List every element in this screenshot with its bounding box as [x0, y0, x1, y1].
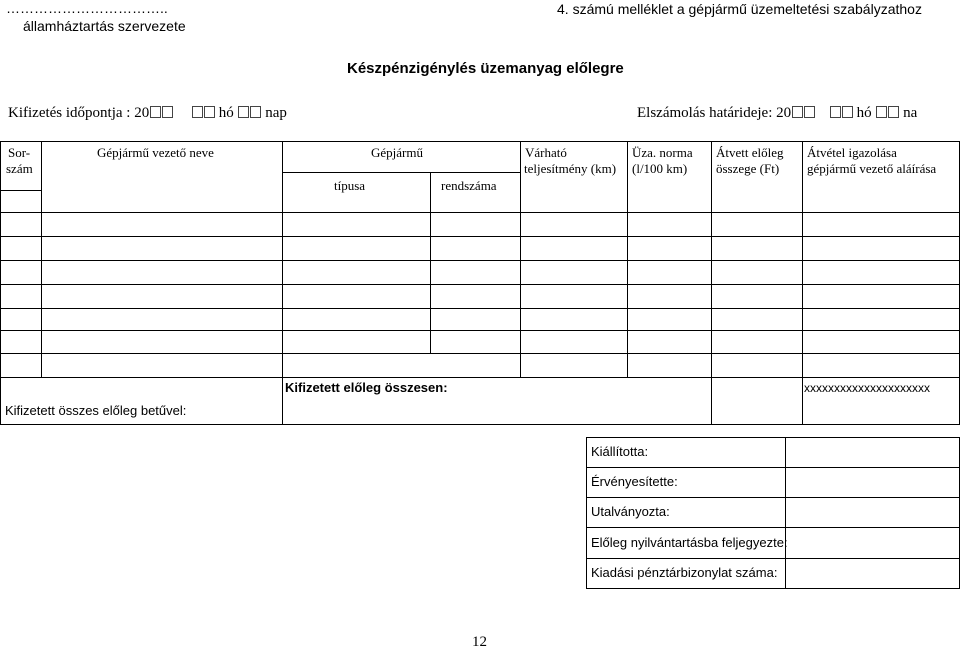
date-box[interactable]	[888, 106, 899, 118]
total-advance-label: Kifizetett előleg összesen:	[285, 380, 448, 395]
org-dots: ……………………………..	[6, 0, 168, 16]
signature-validated-by: Érvényesítette:	[591, 474, 678, 489]
col-header-serial-1: Sor-	[8, 145, 31, 160]
col-header-norm-2: (l/100 km)	[632, 161, 688, 176]
payment-day-label: nap	[265, 105, 287, 121]
col-header-signature-2: gépjármű vezető aláírása	[807, 161, 937, 176]
date-box[interactable]	[792, 106, 803, 118]
settlement-date-label: Elszámolás határideje: 20	[637, 105, 792, 121]
date-box[interactable]	[150, 106, 161, 118]
org-name: államháztartás szervezete	[23, 18, 186, 34]
date-box[interactable]	[842, 106, 853, 118]
signature-receipt-number: Kiadási pénztárbizonylat száma:	[591, 565, 778, 580]
date-box[interactable]	[804, 106, 815, 118]
col-header-advance-2: összege (Ft)	[716, 161, 780, 176]
date-box[interactable]	[250, 106, 261, 118]
col-header-type: típusa	[334, 178, 366, 193]
settlement-month-label: hó	[856, 105, 872, 121]
annex-note: 4. számú melléklet a gépjármű üzemeltetési szabályzathoz	[557, 1, 922, 17]
col-header-driver: Gépjármű vezető neve	[97, 145, 214, 160]
signature-issued-by: Kiállította:	[591, 444, 649, 459]
date-box[interactable]	[876, 106, 887, 118]
total-advance-value: xxxxxxxxxxxxxxxxxxxxx	[804, 381, 930, 395]
col-header-plate: rendszáma	[441, 178, 497, 193]
date-box[interactable]	[830, 106, 841, 118]
payment-month-label: hó	[218, 105, 234, 121]
col-header-norm-1: Üza. norma	[632, 145, 693, 160]
payment-date	[8, 105, 287, 122]
date-box[interactable]	[192, 106, 203, 118]
col-header-serial-2: szám	[6, 161, 33, 176]
payment-date-label: Kifizetés időpontja : 20	[8, 105, 150, 121]
col-header-performance-1: Várható	[525, 145, 567, 160]
col-header-performance-2: teljesítmény (km)	[524, 161, 617, 176]
col-header-signature-1: Átvétel igazolása	[807, 145, 897, 160]
date-box[interactable]	[162, 106, 173, 118]
col-header-vehicle: Gépjármű	[371, 145, 423, 160]
settlement-date	[637, 105, 917, 122]
settlement-day-label: na	[903, 105, 918, 121]
date-box[interactable]	[204, 106, 215, 118]
total-in-words-label: Kifizetett összes előleg betűvel:	[5, 403, 187, 418]
date-box[interactable]	[238, 106, 249, 118]
document-title: Készpénzigénylés üzemanyag előlegre	[347, 60, 624, 77]
signature-recorded-by: Előleg nyilvántartásba feljegyezte:	[591, 535, 788, 550]
col-header-advance-1: Átvett előleg	[716, 145, 784, 160]
signature-authorized-by: Utalványozta:	[591, 504, 670, 519]
page-number: 12	[472, 634, 487, 650]
